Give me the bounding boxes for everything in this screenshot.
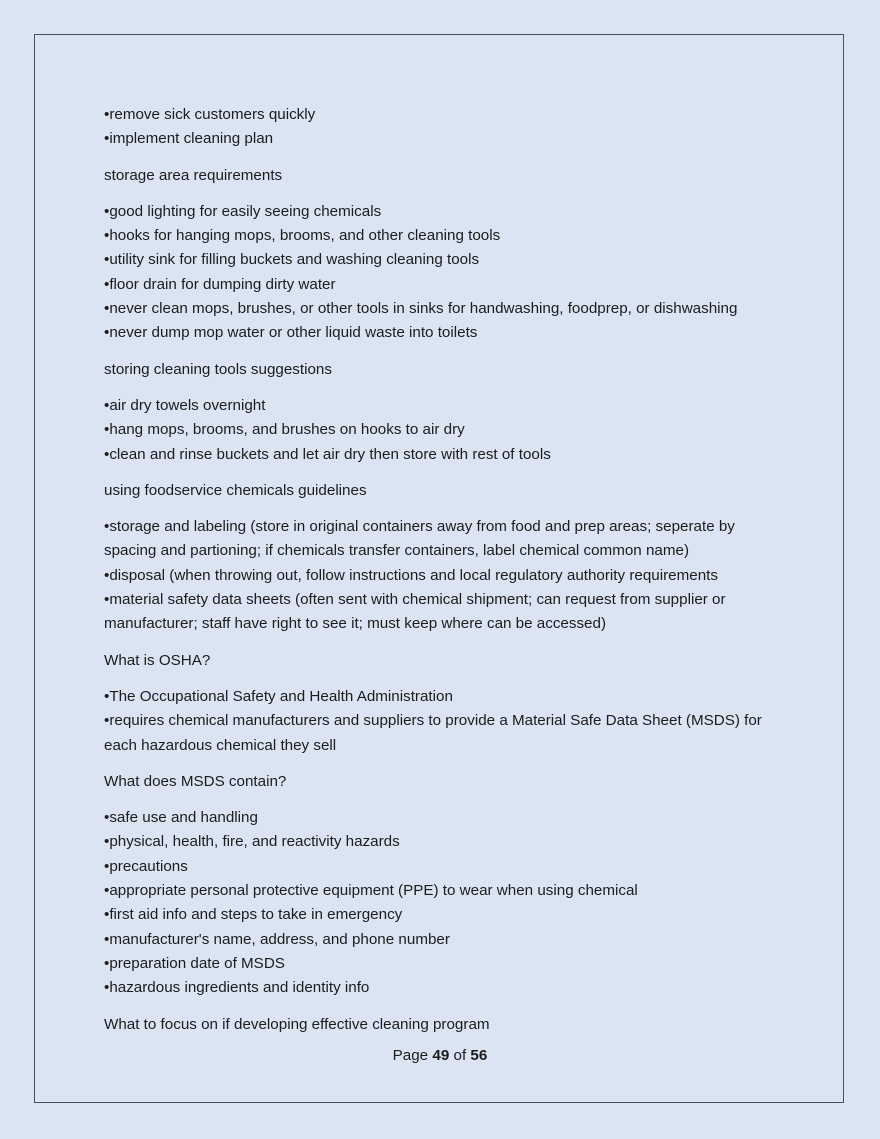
section-heading: using foodservice chemicals guidelines — [104, 481, 367, 499]
document-body — [104, 103, 784, 1049]
bullet-list — [104, 515, 784, 636]
list-item: •floor drain for dumping dirty water — [104, 275, 336, 293]
top-bullet-list — [104, 103, 784, 152]
list-item: •precautions — [104, 857, 188, 875]
list-item: •utility sink for filling buckets and washing cleaning tools — [104, 251, 480, 269]
list-item: •physical, health, fire, and reactivity hazards — [104, 833, 400, 851]
current-page-number: 49 — [432, 1047, 450, 1064]
list-item: •never clean mops, brushes, or other tools in sinks for handwashing, foodprep, or dishwashing — [104, 300, 738, 318]
of-label: of — [453, 1047, 467, 1064]
bullet-list — [104, 200, 784, 346]
list-item: •first aid info and steps to take in emergency — [104, 906, 403, 924]
list-item: •clean and rinse buckets and let air dry then store with rest of tools — [104, 445, 551, 463]
list-item: •The Occupational Safety and Health Administration — [104, 687, 453, 705]
list-item: •manufacturer's name, address, and phone number — [104, 930, 450, 948]
total-pages-number: 56 — [470, 1047, 488, 1064]
list-item: •safe use and handling — [104, 809, 258, 827]
list-item: •never dump mop water or other liquid waste into toilets — [104, 324, 478, 342]
section-heading: storing cleaning tools suggestions — [104, 360, 332, 378]
bullet-list — [104, 806, 784, 1000]
list-item: •remove sick customers quickly — [104, 106, 316, 123]
section-heading: What is OSHA? — [104, 651, 211, 669]
list-item: •implement cleaning plan — [104, 130, 274, 148]
list-item: •requires chemical manufacturers and suppliers to provide a Material Safe Data Sheet (MSDS) for each hazardous chemical they sell — [104, 712, 762, 754]
bullet-list — [104, 685, 784, 758]
list-item: •material safety data sheets (often sent with chemical shipment; can request from supplier or manufacturer; staff have right to see it; must keep where can be accessed) — [104, 591, 726, 633]
final-heading: What to focus on if developing effective cleaning program — [104, 1015, 490, 1033]
page-label: Page — [392, 1047, 429, 1064]
list-item: •hooks for hanging mops, brooms, and other cleaning tools — [104, 227, 501, 245]
list-item: •hazardous ingredients and identity info — [104, 979, 370, 997]
list-item: •storage and labeling (store in original containers away from food and prep areas; seperate by spacing and partioning; if chemicals transfer containers, label chemical common name) — [104, 518, 735, 560]
list-item: •hang mops, brooms, and brushes on hooks to air dry — [104, 421, 465, 439]
page-footer — [0, 1045, 880, 1067]
section-heading: storage area requirements — [104, 166, 283, 184]
list-item: •good lighting for easily seeing chemicals — [104, 202, 382, 220]
list-item: •disposal (when throwing out, follow instructions and local regulatory authority requirements — [104, 566, 718, 584]
list-item: •appropriate personal protective equipment (PPE) to wear when using chemical — [104, 882, 638, 900]
list-item: •preparation date of MSDS — [104, 954, 285, 972]
bullet-list — [104, 394, 784, 467]
list-item: •air dry towels overnight — [104, 396, 266, 414]
section-heading: What does MSDS contain? — [104, 772, 287, 790]
